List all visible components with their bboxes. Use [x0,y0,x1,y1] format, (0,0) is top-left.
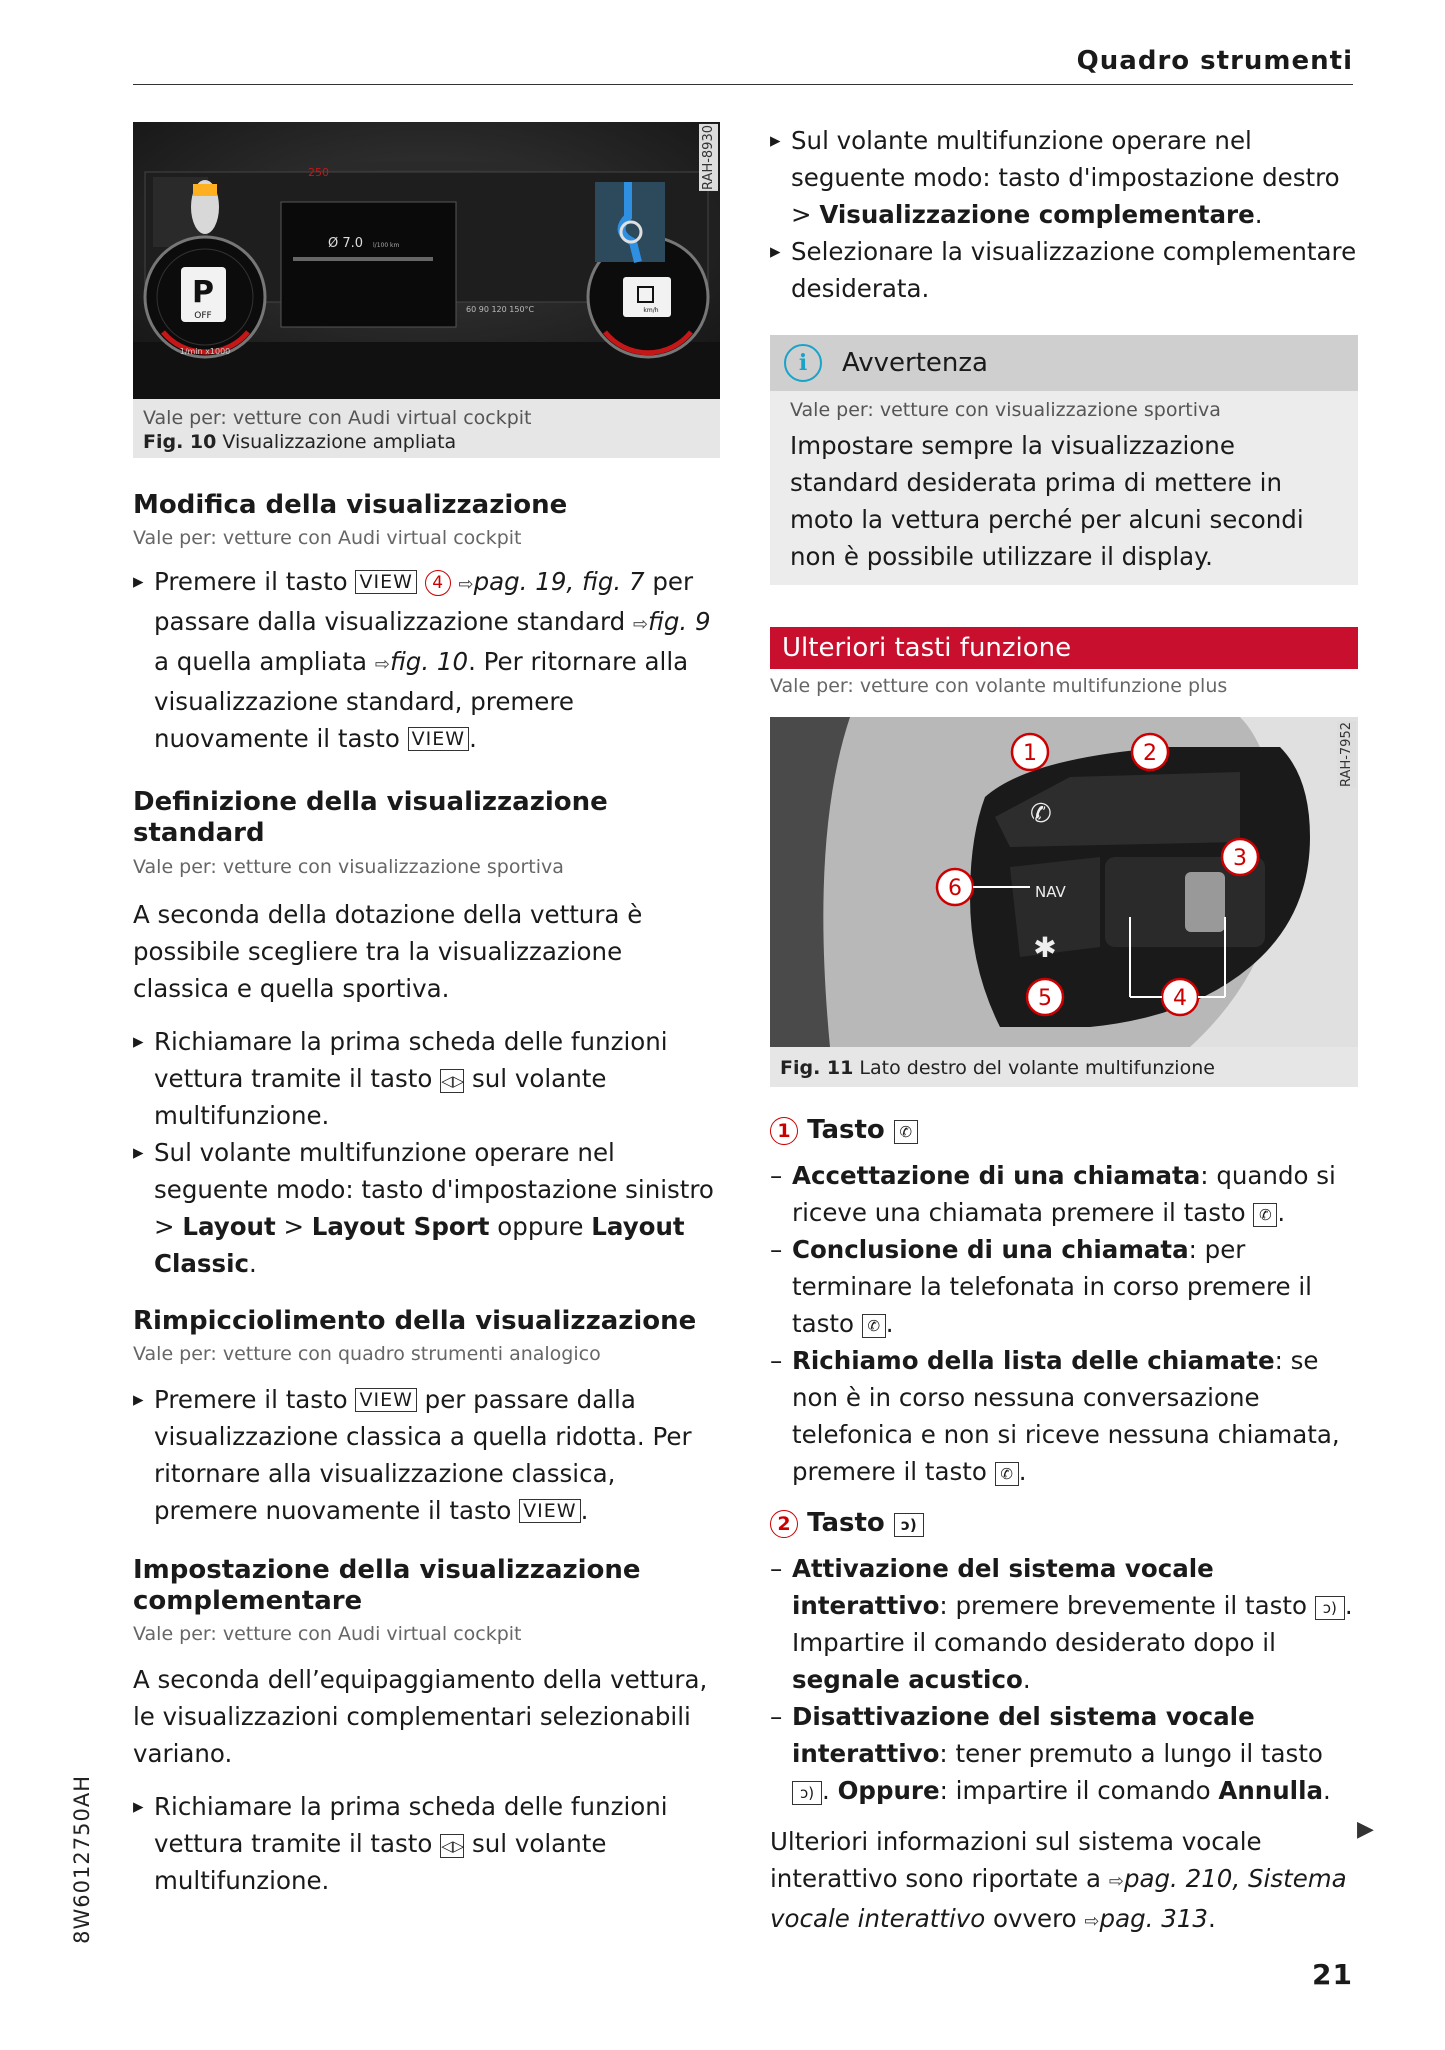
callout-4-icon: 4 [425,570,451,596]
view-key-icon: VIEW [355,570,416,594]
section-title-bar: Ulteriori tasti funzione [770,627,1358,669]
step-item: ▸ Sul volante multifunzione operare nel seguente modo: tasto d'impostazione sinistro > Layout > Layout Sport oppure Layout Classic. [133,1134,720,1282]
arrow-right-icon: ⇨ [1108,1871,1124,1892]
steps-list [133,1381,720,1529]
callout-1: 1 [1023,741,1037,766]
cockpit-illustration [133,122,720,399]
fig11-caption [770,1047,1358,1087]
warning-header [770,335,1358,391]
dash-item: – Disattivazione del sistema vocale interattivo: tener premuto a lungo il tasto ↄ) . Oppure: impartire il comando Annulla. [770,1698,1358,1809]
phone-key-icon: ✆ [894,1120,918,1144]
fig10-caption [133,399,720,458]
section-title: Definizione della visualizzazione standard [133,787,608,849]
step-item: ▸ Richiamare la prima scheda delle funzioni vettura tramite il tasto ◁▷ sul volante multifunzione. [133,1023,720,1134]
warning-applies: Vale per: vetture con visualizzazione sportiva [790,399,1221,421]
callout-2-icon: 2 [770,1510,798,1538]
fig11-code: RAH-7952 [1339,722,1354,787]
tasto-2-title: 2 Tasto ↄ) [770,1508,1358,1538]
fig11-number: Fig. 11 [780,1057,854,1079]
applies-to: Vale per: vetture con Audi virtual cockpit [133,527,522,550]
warning-box [770,335,1358,585]
callout-1-icon: 1 [770,1117,798,1145]
dash-item: – Richiamo della lista delle chiamate: se non è in corso nessuna conversazione telefonica e non si riceve nessuna chiamata, premere il tasto ✆ . [770,1342,1358,1490]
view-key-icon: VIEW [355,1388,416,1412]
callout-6: 6 [948,876,962,901]
left-right-key-icon: ◁▷ [440,1069,464,1093]
page-ref-link[interactable]: pag. 210, Sistema vocale interattivo [770,1864,1347,1933]
figure-11 [770,717,1358,1087]
closing-paragraph: Ulteriori informazioni sul sistema vocale interattivo sono riportate a ⇨pag. 210, Sistema vocale interattivo ovvero ⇨pag. 313. [770,1827,1347,1933]
temp-scale: 60 90 120 150°C [466,305,535,314]
page-number: 21 [1312,1958,1353,1991]
dash-item: – Attivazione del sistema vocale interattivo: premere brevemente il tasto ↄ) . Impartire il comando desiderato dopo il segnale acustico. [770,1550,1358,1698]
fig10-number: Fig. 10 [143,431,217,453]
steps-list [133,563,720,757]
arrow-right-icon: ⇨ [1084,1911,1100,1932]
steering-wheel-illustration [770,717,1358,1047]
section-title: Impostazione della visualizzazione complementare [133,1554,641,1616]
gear-off: OFF [194,311,212,321]
page-ref-link[interactable]: pag. 313 [1099,1904,1208,1933]
warning-text: Impostare sempre la visualizzazione standard desiderata prima di mettere in moto la vettura perché per alcuni secondi non è possibile utilizzare il display. [790,431,1304,571]
gear-p: P [192,275,214,310]
phone-key-icon: ✆ [862,1314,886,1338]
section-ulteriori [770,627,1358,697]
arrow-right-icon: ⇨ [374,654,390,676]
fig-ref-link[interactable]: fig. 10 [389,647,469,677]
steps-list [133,1788,720,1899]
consumption-readout: Ø 7.0 [328,236,364,251]
callout-5: 5 [1038,986,1052,1011]
rpm-unit: 1/min x1000 [179,347,231,356]
step-item: ▸ Premere il tasto VIEW per passare dalla visualizzazione classica a quella ridotta. Per ritornare alla visualizzazione classica, premere nuovamente il tasto VIEW . [133,1381,720,1529]
applies-to: Vale per: vetture con Audi virtual cockpit [133,1623,522,1646]
paragraph: A seconda della dotazione della vettura è possibile scegliere tra la visualizzazione classica e quella sportiva. [133,899,643,1003]
section-tasto-2 [770,1508,1358,1809]
right-column [770,122,1358,1940]
header-title: Quadro strumenti [1076,46,1353,76]
arrow-right-icon: ⇨ [458,574,474,596]
voice-key-icon: ↄ) [1315,1596,1345,1620]
steps-list [133,1023,720,1282]
left-right-key-icon: ◁▷ [440,1834,464,1858]
section-title: Rimpicciolimento della visualizzazione [133,1305,697,1336]
nav-label: NAV [1035,883,1066,901]
left-column [133,122,720,1899]
phone-icon: ✆ [1030,799,1052,829]
arrow-right-icon: ⇨ [632,614,649,636]
section-rimpicciolimento [133,1306,720,1529]
dash-list [770,1157,1358,1490]
consumption-unit: l/100 km [373,242,400,249]
step-item: ▸ Selezionare la visualizzazione complementare desiderata. [770,233,1358,307]
document-code: 8W6012750AH [70,1775,94,1944]
callout-2: 2 [1143,741,1157,766]
callout-3: 3 [1233,846,1247,871]
phone-key-icon: ✆ [995,1462,1019,1486]
paragraph: A seconda dell’equipaggiamento della vettura, le visualizzazioni complementari selezionabili variano. [133,1665,708,1769]
section-title: Modifica della visualizzazione [133,490,568,520]
view-key-icon: VIEW [519,1499,580,1523]
dash-item: – Accettazione di una chiamata: quando si riceve una chiamata premere il tasto ✆ . [770,1157,1358,1231]
section-definizione [133,787,720,1281]
applies-to: Vale per: vetture con volante multifunzione plus [770,675,1228,697]
step-item: ▸ Premere il tasto VIEW 4 ⇨pag. 19, fig. 7 per passare dalla visualizzazione standard ⇨fig. 9 a quella ampliata ⇨fig. 10. Per ritornare alla visualizzazione standard, premere nuovamente il tasto VIEW . [133,563,720,757]
fig10-code: RAH-8930 [701,125,716,190]
fig10-applies: Vale per: vetture con Audi virtual cockpit [143,407,532,429]
applies-to: Vale per: vetture con quadro strumenti analogico [133,1342,601,1365]
callout-4: 4 [1173,986,1187,1011]
warning-title: Avvertenza [842,348,988,378]
continue-arrow-icon: ▶ [1357,1817,1374,1842]
cockpit-image [133,122,720,399]
header-rule [133,84,1353,85]
section-modifica [133,490,720,757]
page-ref-link[interactable]: pag. 19, fig. 7 [473,567,645,597]
section-tasto-1 [770,1115,1358,1490]
dash-list [770,1550,1358,1809]
step-item: ▸ Richiamare la prima scheda delle funzioni vettura tramite il tasto ◁▷ sul volante multifunzione. [133,1788,720,1899]
fig11-caption-text: Lato destro del volante multifunzione [859,1057,1215,1079]
voice-key-icon: ↄ) [894,1513,924,1537]
phone-key-icon: ✆ [1253,1203,1277,1227]
speed-unit: km/h [643,307,659,314]
figure-10 [133,122,720,458]
dash-item: – Conclusione di una chiamata: per terminare la telefonata in corso premere il tasto ✆ . [770,1231,1358,1342]
info-icon: i [784,344,822,382]
fig10-caption-text: Visualizzazione ampliata [222,431,457,453]
star-icon: ✱ [1033,931,1057,964]
fig-ref-link[interactable]: fig. 9 [648,607,711,637]
range-readout: 250 [308,166,329,179]
steps-list-continued [770,122,1358,307]
tasto-1-title: 1 Tasto ✆ [770,1115,1358,1145]
voice-key-icon: ↄ) [792,1781,822,1805]
applies-to: Vale per: vetture con visualizzazione sportiva [133,855,564,878]
view-key-icon: VIEW [408,727,469,751]
steering-wheel-image [770,717,1358,1047]
section-impostazione [133,1555,720,1899]
step-item: ▸ Sul volante multifunzione operare nel seguente modo: tasto d'impostazione destro > Visualizzazione complementare. [770,122,1358,233]
